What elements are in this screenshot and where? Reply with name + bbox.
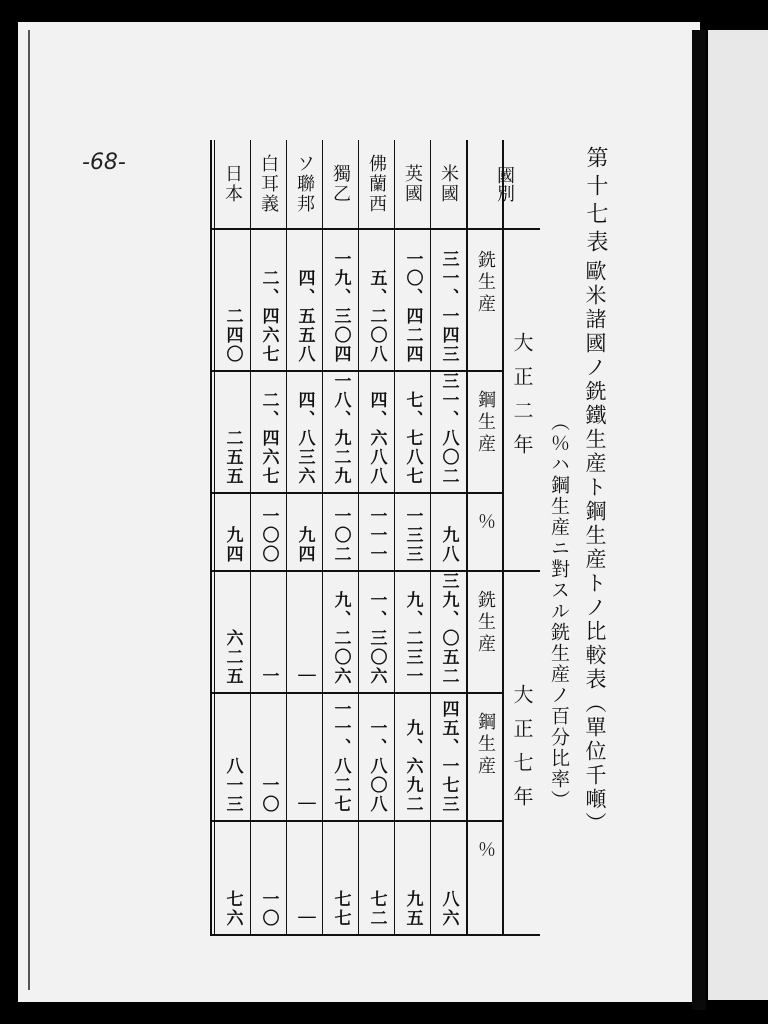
table-cell: 八一三 bbox=[222, 757, 243, 814]
period1-header: 大正二年 bbox=[510, 332, 534, 468]
subheader-pig_iron: 銑生産 bbox=[475, 590, 496, 656]
table-cell: 二五五 bbox=[222, 429, 243, 486]
table-cell: 三九、〇五二 bbox=[438, 572, 459, 686]
table-cell: 六二五 bbox=[222, 629, 243, 686]
table-title: 歐米諸國ノ銑鐵生産ト鋼生産トノ比較表（單位千噸） bbox=[583, 260, 607, 836]
table-cell: 四、八三六 bbox=[294, 391, 315, 486]
table-cell: 九四 bbox=[294, 526, 315, 564]
country-name: 米國 bbox=[438, 164, 459, 204]
table-cell: 七七 bbox=[330, 890, 351, 928]
table-cell: ｜ bbox=[294, 909, 315, 928]
period-divider bbox=[502, 570, 540, 572]
subheader-percent: ％ bbox=[475, 512, 496, 534]
table-cell: 九、二〇六 bbox=[330, 591, 351, 686]
table-cell: 一九、三〇四 bbox=[330, 250, 351, 364]
table-cell: ｜ bbox=[294, 795, 315, 814]
table-border-bottom bbox=[210, 934, 540, 936]
table-cell: 四、六八八 bbox=[366, 391, 387, 486]
table-cell: 九五 bbox=[402, 890, 423, 928]
subheader-pig_iron: 銑生産 bbox=[475, 250, 496, 316]
country-name: 獨乙 bbox=[330, 164, 351, 204]
table-cell: 一、三〇六 bbox=[366, 591, 387, 686]
table-note: （％ハ鋼生産ニ對スル銑生産ノ百分比率） bbox=[548, 412, 570, 811]
country-name: ソ聯邦 bbox=[294, 154, 315, 214]
table-cell: 三一、八〇二 bbox=[438, 372, 459, 486]
table-cell: 二四〇 bbox=[222, 307, 243, 364]
table-border-left bbox=[210, 140, 212, 936]
page-edge bbox=[28, 30, 30, 990]
country-header: 國別 bbox=[494, 166, 515, 202]
subheader-steel: 鋼生産 bbox=[475, 712, 496, 778]
table-cell: 七二 bbox=[366, 890, 387, 928]
book-spine bbox=[692, 30, 706, 1010]
table-cell: 一〇〇 bbox=[258, 507, 279, 564]
table-cell: 八六 bbox=[438, 890, 459, 928]
period2-header: 大正七年 bbox=[510, 684, 534, 820]
country-name: 英國 bbox=[402, 164, 423, 204]
table-cell: 七、七八七 bbox=[402, 391, 423, 486]
subheader-steel: 鋼生産 bbox=[475, 390, 496, 456]
adjacent-page-edge bbox=[708, 30, 768, 1000]
table-cell: 一〇二 bbox=[330, 507, 351, 564]
table-cell: 二、四六七 bbox=[258, 391, 279, 486]
table-cell: 四五、一七三 bbox=[438, 700, 459, 814]
country-name: 佛蘭西 bbox=[366, 154, 387, 214]
table-cell: ｜ bbox=[294, 667, 315, 686]
table-cell: 五、二〇八 bbox=[366, 269, 387, 364]
table-cell: 九、六九二 bbox=[402, 719, 423, 814]
table-cell: 九八 bbox=[438, 526, 459, 564]
page-number: -68- bbox=[82, 150, 126, 175]
country-name: 白耳義 bbox=[258, 154, 279, 214]
table-cell: 二、四六七 bbox=[258, 269, 279, 364]
table-cell: 一、八〇八 bbox=[366, 719, 387, 814]
table-cell: 一〇 bbox=[258, 890, 279, 928]
table-cell: 一〇、四二四 bbox=[402, 250, 423, 364]
table-cell: 一三三 bbox=[402, 507, 423, 564]
table-cell: 一八、九二九 bbox=[330, 372, 351, 486]
table-cell: 七六 bbox=[222, 890, 243, 928]
country-name: 日本 bbox=[222, 164, 243, 204]
table-cell: 一一一 bbox=[366, 507, 387, 564]
table-cell: 三一、一四三 bbox=[438, 250, 459, 364]
table-cell: 一〇 bbox=[258, 776, 279, 814]
table-cell: 九四 bbox=[222, 526, 243, 564]
steel-production-table bbox=[210, 140, 540, 936]
table-cell: 四、五五八 bbox=[294, 269, 315, 364]
table-cell: 一一、八二七 bbox=[330, 700, 351, 814]
table-cell: 一 bbox=[258, 667, 279, 686]
table-cell: 九、二三一 bbox=[402, 591, 423, 686]
table-number: 第十七表 bbox=[583, 146, 608, 258]
subheader-percent: ％ bbox=[475, 840, 496, 862]
